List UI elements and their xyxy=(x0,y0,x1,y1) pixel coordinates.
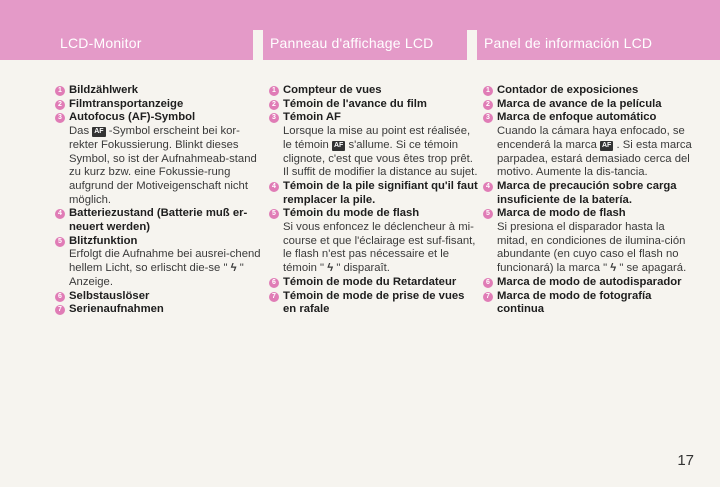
list-item xyxy=(269,98,479,112)
item-heading: Serienaufnahmen xyxy=(69,303,164,316)
list-item xyxy=(55,303,263,317)
number-badge: 6 xyxy=(269,278,279,288)
item-description xyxy=(69,248,263,289)
flash-icon: ϟ xyxy=(610,262,617,275)
title-german: LCD-Monitor xyxy=(60,35,142,51)
list-item xyxy=(55,84,263,98)
number-badge: 3 xyxy=(269,113,279,123)
header-band xyxy=(0,0,720,60)
item-heading: Filmtransportanzeige xyxy=(69,97,184,110)
item-heading: Témoin de mode de prise de vues en rafale xyxy=(283,289,465,316)
list-item xyxy=(483,111,693,180)
item-heading: Marca de enfoque automático xyxy=(497,111,657,124)
desc-text: Si vous enfoncez le déclencheur à mi-course et que l'éclairage est suf-fisant, le flash n'est pas nécessaire et le témoin " xyxy=(283,221,476,275)
item-heading: Marca de modo de fotografía continua xyxy=(497,289,652,316)
number-badge: 4 xyxy=(269,182,279,192)
list-item xyxy=(55,290,263,304)
af-symbol-icon: AF xyxy=(333,141,344,149)
af-symbol-icon: AF xyxy=(94,128,104,136)
desc-text: Si presiona el disparador hasta la mitad, en condiciones de ilumina-ción abundante (en cuyo caso el flash no funcionará) la marca " xyxy=(497,221,686,275)
desc-text: " Anzeige. xyxy=(69,262,244,288)
af-symbol-icon: AF xyxy=(602,141,612,149)
desc-text: Cuando la cámara haya enfocado, se encenderá la marca xyxy=(497,125,685,151)
item-description xyxy=(283,125,479,180)
number-badge: 2 xyxy=(483,100,493,110)
desc-text: s'allume. Si ce témoin clignote, c'est que vous êtes trop prêt. Il suffit de modifier la distance au sujet. xyxy=(283,138,478,179)
item-description xyxy=(69,125,263,207)
desc-text: " se apagará. xyxy=(616,262,687,275)
number-badge: 2 xyxy=(269,100,279,110)
number-badge: 4 xyxy=(483,182,493,192)
desc-text: " disparaît. xyxy=(333,262,390,275)
item-heading: Contador de exposiciones xyxy=(497,84,639,96)
list-item xyxy=(483,276,693,290)
item-heading: Marca de modo de flash xyxy=(497,207,626,220)
item-heading: Bildzählwerk xyxy=(69,84,139,96)
number-badge: 3 xyxy=(55,113,65,123)
header-separator xyxy=(253,30,263,60)
item-heading: Témoin AF xyxy=(283,111,341,124)
item-heading: Batteriezustand (Batterie muß er-neuert werden) xyxy=(69,207,248,234)
item-heading: Blitzfunktion xyxy=(69,234,138,247)
number-badge: 6 xyxy=(483,278,493,288)
page-number: 17 xyxy=(677,452,694,469)
list-item xyxy=(55,207,263,234)
list-item xyxy=(483,84,693,98)
flash-icon: ϟ xyxy=(327,262,334,275)
number-badge: 1 xyxy=(483,86,493,96)
column-german xyxy=(55,84,263,317)
number-badge: 4 xyxy=(55,209,65,219)
list-item xyxy=(55,111,263,207)
item-description xyxy=(497,221,693,276)
item-heading: Autofocus (AF)-Symbol xyxy=(69,111,196,124)
desc-text: . Si esta marca parpadea, estará demasiado cerca del motivo. Aumente la dis-tancia. xyxy=(497,138,692,179)
flash-icon: ϟ xyxy=(230,262,237,275)
title-french: Panneau d'affichage LCD xyxy=(270,35,434,51)
item-description xyxy=(497,125,693,180)
item-heading: Témoin de l'avance du film xyxy=(283,97,427,110)
list-item xyxy=(269,290,479,317)
item-heading: Témoin du mode de flash xyxy=(283,207,420,220)
number-badge: 5 xyxy=(483,209,493,219)
item-heading: Compteur de vues xyxy=(283,84,382,96)
list-item xyxy=(55,98,263,112)
item-heading: Selbstauslöser xyxy=(69,289,150,302)
desc-text: Das xyxy=(69,125,93,138)
desc-text: Erfolgt die Aufnahme bei ausrei-chend hellem Licht, so erlischt die-se " xyxy=(69,248,261,275)
desc-text: -Symbol erscheint bei kor-rekter Fokussierung. Blinkt dieses Symbol, so ist der Aufnahmeab-stand zu kurz bzw. eine Fokussie-rung aufgrund der Motiveigenschaft nicht möglich. xyxy=(69,125,257,206)
item-heading: Marca de modo de autodisparador xyxy=(497,275,682,288)
number-badge: 7 xyxy=(483,292,493,302)
list-item xyxy=(269,111,479,180)
number-badge: 7 xyxy=(55,305,65,315)
list-item xyxy=(55,235,263,290)
header-separator xyxy=(467,30,477,60)
list-item xyxy=(269,180,479,207)
number-badge: 1 xyxy=(55,86,65,96)
item-heading: Témoin de mode du Retardateur xyxy=(283,275,457,288)
title-spanish: Panel de información LCD xyxy=(484,35,653,51)
number-badge: 5 xyxy=(269,209,279,219)
list-item xyxy=(483,180,693,207)
item-heading: Marca de avance de la película xyxy=(497,97,662,110)
list-item xyxy=(483,98,693,112)
item-heading: Marca de precaución sobre carga insuficiente de la batería. xyxy=(497,179,677,206)
number-badge: 3 xyxy=(483,113,493,123)
desc-text: Lorsque la mise au point est réalisée, le témoin xyxy=(283,125,471,151)
number-badge: 1 xyxy=(269,86,279,96)
list-item xyxy=(269,276,479,290)
number-badge: 6 xyxy=(55,292,65,302)
list-item xyxy=(483,290,693,317)
item-description xyxy=(283,221,479,276)
column-spanish xyxy=(483,84,693,317)
number-badge: 5 xyxy=(55,237,65,247)
list-item xyxy=(269,84,479,98)
number-badge: 2 xyxy=(55,100,65,110)
column-french xyxy=(269,84,479,317)
list-item xyxy=(483,207,693,276)
item-heading: Témoin de la pile signifiant qu'il faut remplacer la pile. xyxy=(283,179,478,206)
number-badge: 7 xyxy=(269,292,279,302)
list-item xyxy=(269,207,479,276)
